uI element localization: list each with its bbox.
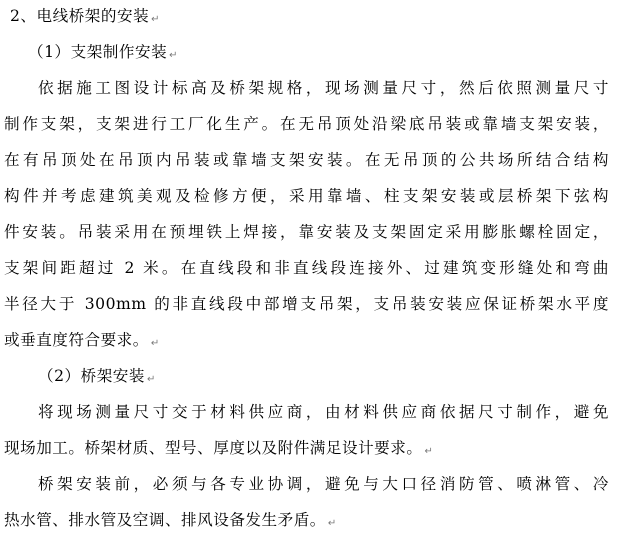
paragraph-mark-icon: ↵ <box>151 14 160 25</box>
subsection-title-1-text: （1）支架制作安装 <box>28 43 168 61</box>
paragraph-1-line-6: 支架间距超过 2 米。在直线段和非直线段连接外、过建筑变形缝处和弯曲 <box>4 259 609 277</box>
paragraph-1-line-5: 件安装。吊装采用在预埋铁上焊接，靠安装及支架固定采用膨胀螺栓固定， <box>4 223 609 241</box>
subsection-title-1 <box>28 36 608 68</box>
paragraph-1-line-8-text: 或垂直度符合要求。 <box>4 331 149 349</box>
paragraph-1-line-4: 构件并考虑建筑美观及检修方便，采用靠墙、柱支架安装或层桥架下弦构 <box>4 187 609 205</box>
paragraph-mark-icon: ↵ <box>424 446 433 457</box>
paragraph-mark-icon: ↵ <box>169 50 178 61</box>
subsection-title-2 <box>38 360 608 392</box>
paragraph-mark-icon: ↵ <box>146 374 156 385</box>
paragraph-1-line-2: 制作支架，支架进行工厂化生产。在无吊顶处沿梁底吊装或靠墙支架安装， <box>4 115 609 133</box>
paragraph-2-line-1: 将现场测量尺寸交于材料供应商，由材料供应商依据尺寸制作，避免 <box>38 403 609 421</box>
paragraph-3-line-2 <box>4 504 609 536</box>
paragraph-mark-icon: ↵ <box>150 338 160 349</box>
paragraph-2-line-2-text: 现场加工。桥架材质、型号、厚度以及附件满足设计要求。 <box>4 439 423 457</box>
paragraph-3-line-2-text: 热水管、排水管及空调、排风设备发生矛盾。 <box>4 511 326 529</box>
paragraph-1-line-7: 半径大于 300mm 的非直线段中部增支吊架，支吊装安装应保证桥架水平度 <box>4 295 609 313</box>
section-title <box>10 0 610 32</box>
paragraph-1-line-3: 在有吊顶处在吊顶内吊装或靠墙支架安装。在无吊顶的公共场所结合结构 <box>4 151 609 169</box>
paragraph-3-line-1: 桥架安装前，必须与各专业协调，避免与大口径消防管、喷淋管、冷 <box>38 475 609 493</box>
paragraph-1-line-8 <box>4 324 609 356</box>
subsection-title-2-text: （2）桥架安装 <box>38 367 145 385</box>
paragraph-1-line-1: 依据施工图设计标高及桥架规格，现场测量尺寸，然后依照测量尺寸 <box>38 79 609 97</box>
paragraph-mark-icon: ↵ <box>327 518 337 529</box>
paragraph-2-line-2 <box>4 432 609 464</box>
section-title-text: 2、电线桥架的安装 <box>10 7 150 25</box>
